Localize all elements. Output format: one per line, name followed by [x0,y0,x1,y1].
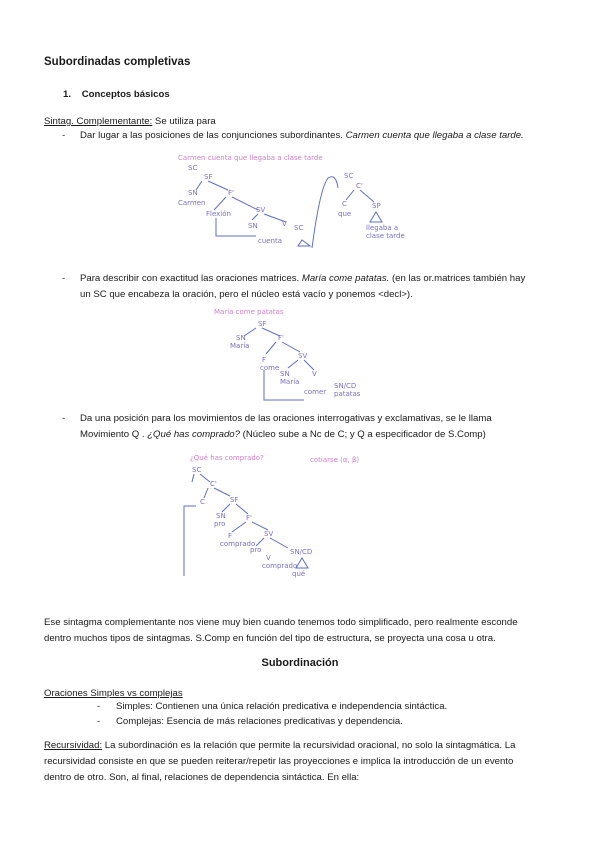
tree-node: SC [192,466,202,474]
tree-node: F' [228,189,234,197]
tree-node: SN [248,222,258,230]
summary-line: Ese sintagma complementante nos viene muy bien cuando tenemos todo simplificado, pero realmente esconde [44,617,518,628]
sketch-3-caption: ¿Qué has comprado? [190,454,264,462]
section-heading-conceptos [63,89,170,100]
recursividad-label: Recursividad: [44,740,103,751]
tree-node: que [338,210,352,218]
recursividad-line: recursividad consiste en que se pueden reiterar/repetir las proyecciones e implica la introducción de un evento [44,756,514,767]
oraciones-complejas: Complejas: Esencia de más relaciones predicativas y dependencia. [116,716,403,727]
tree-node: qué [292,570,306,578]
tree-node: SC [188,164,198,172]
bullet-1-plain: Dar lugar a las posiciones de las conjunciones subordinantes. [80,130,346,141]
tree-node: SV [264,530,274,538]
tree-node: clase tarde [366,232,405,240]
bullet-3-plain: Movimiento Q . [80,429,148,440]
intro-rest: Se utiliza para [152,116,216,127]
tree-node: C' [210,480,217,488]
bullet-1-example: Carmen cuenta que llegaba a clase tarde. [345,130,524,141]
bullet-dash: - [97,716,101,727]
tree-node: SN [280,370,290,378]
bullet-3-plain-2: (Núcleo sube a Nc de C; y Q a especificador de S.Comp) [239,429,486,440]
tree-node: cuenta [258,237,283,245]
sketch-2-caption: María come patatas [214,308,284,316]
intro-line [44,116,216,127]
oraciones-label: Oraciones Simples vs complejas [44,688,183,699]
bullet-dash: - [62,273,66,284]
sketch-3-note: cotiarse (α, β) [310,456,360,464]
bullet-dash: - [97,701,101,712]
tree-node: come [260,364,280,372]
tree-node: comprado [220,540,256,548]
tree-node: comprado [262,562,298,570]
recursividad-line: La subordinación es la relación que permite la recursividad oracional, no solo la sintagmática. La [102,740,516,751]
tree-node: pro [214,520,226,528]
bullet-2-plain: Para describir con exactitud las oraciones matrices. [80,273,302,284]
tree-node: SP [372,202,381,210]
tree-node: V [282,220,287,228]
bullet-3-line-2 [80,429,486,440]
recursividad-paragraph [44,738,564,786]
tree-node: SF [230,496,239,504]
tree-node: María [230,342,250,350]
tree-node: SC [294,224,304,232]
syntax-tree-sketch-2 [200,304,400,404]
tree-node: llegaba a [366,224,399,232]
document-title: Subordinadas completivas [44,56,191,68]
bullet-3-example: ¿Qué has comprado? [147,429,240,440]
tree-node: F' [278,334,284,342]
tree-node: patatas [334,390,361,398]
tree-node: F' [246,514,252,522]
tree-node: María [280,378,300,386]
tree-node: comer [304,388,327,396]
summary-paragraph [44,615,564,647]
tree-node: F [228,532,233,540]
summary-line: dentro muchos tipos de sintagmas. S.Comp en función del tipo de estructura, se proyecta una cosa u otra. [44,633,496,644]
bullet-2-line-2: un SC que encabeza la oración, pero el núcleo está vacío y ponemos <decl>). [80,289,413,300]
bullet-1-text [80,130,524,141]
tree-node: SF [258,320,267,328]
syntax-tree-sketch-1 [170,148,430,252]
tree-node: C [342,200,347,208]
syntax-tree-sketch-3 [170,446,410,580]
oraciones-simples: Simples: Contienen una única relación predicativa e independencia sintáctica. [116,701,448,712]
bullet-2-plain-2: (en las or.matrices también hay [389,273,526,284]
recursividad-line: dentro de otro. Son, al final, relaciones de dependencia sintáctica. En ella: [44,772,360,783]
tree-node: Flexión [206,210,231,218]
tree-node: C' [356,182,363,190]
intro-lead: Sintag. Complementante: [44,116,153,127]
tree-node: SC [344,172,354,180]
section-label: Conceptos básicos [81,89,170,100]
tree-node: SN/CD [334,382,357,390]
tree-node: SV [298,352,308,360]
bullet-2-text [80,273,525,284]
bullet-2-example: María come patatas. [301,273,390,284]
tree-node: Carmen [178,199,206,207]
tree-node: SF [204,173,213,181]
tree-node: C [200,498,205,506]
tree-node: V [312,370,317,378]
tree-node: SN/CD [290,548,313,556]
tree-node: SN [236,334,246,342]
bullet-dash: - [62,413,66,424]
tree-node: pro [250,546,262,554]
tree-node: V [266,554,271,562]
heading-subordinacion: Subordinación [261,657,339,669]
section-number: 1. [63,89,72,100]
tree-node: SN [188,189,198,197]
tree-node: SN [216,512,226,520]
tree-node: F [262,356,267,364]
bullet-3-line-1: Da una posición para los movimientos de las oraciones interrogativas y exclamativas, se le llama [80,413,492,424]
sketch-1-caption: Carmen cuenta que llegaba a clase tarde [178,154,323,162]
tree-node: SV [256,206,266,214]
bullet-dash: - [62,130,66,141]
